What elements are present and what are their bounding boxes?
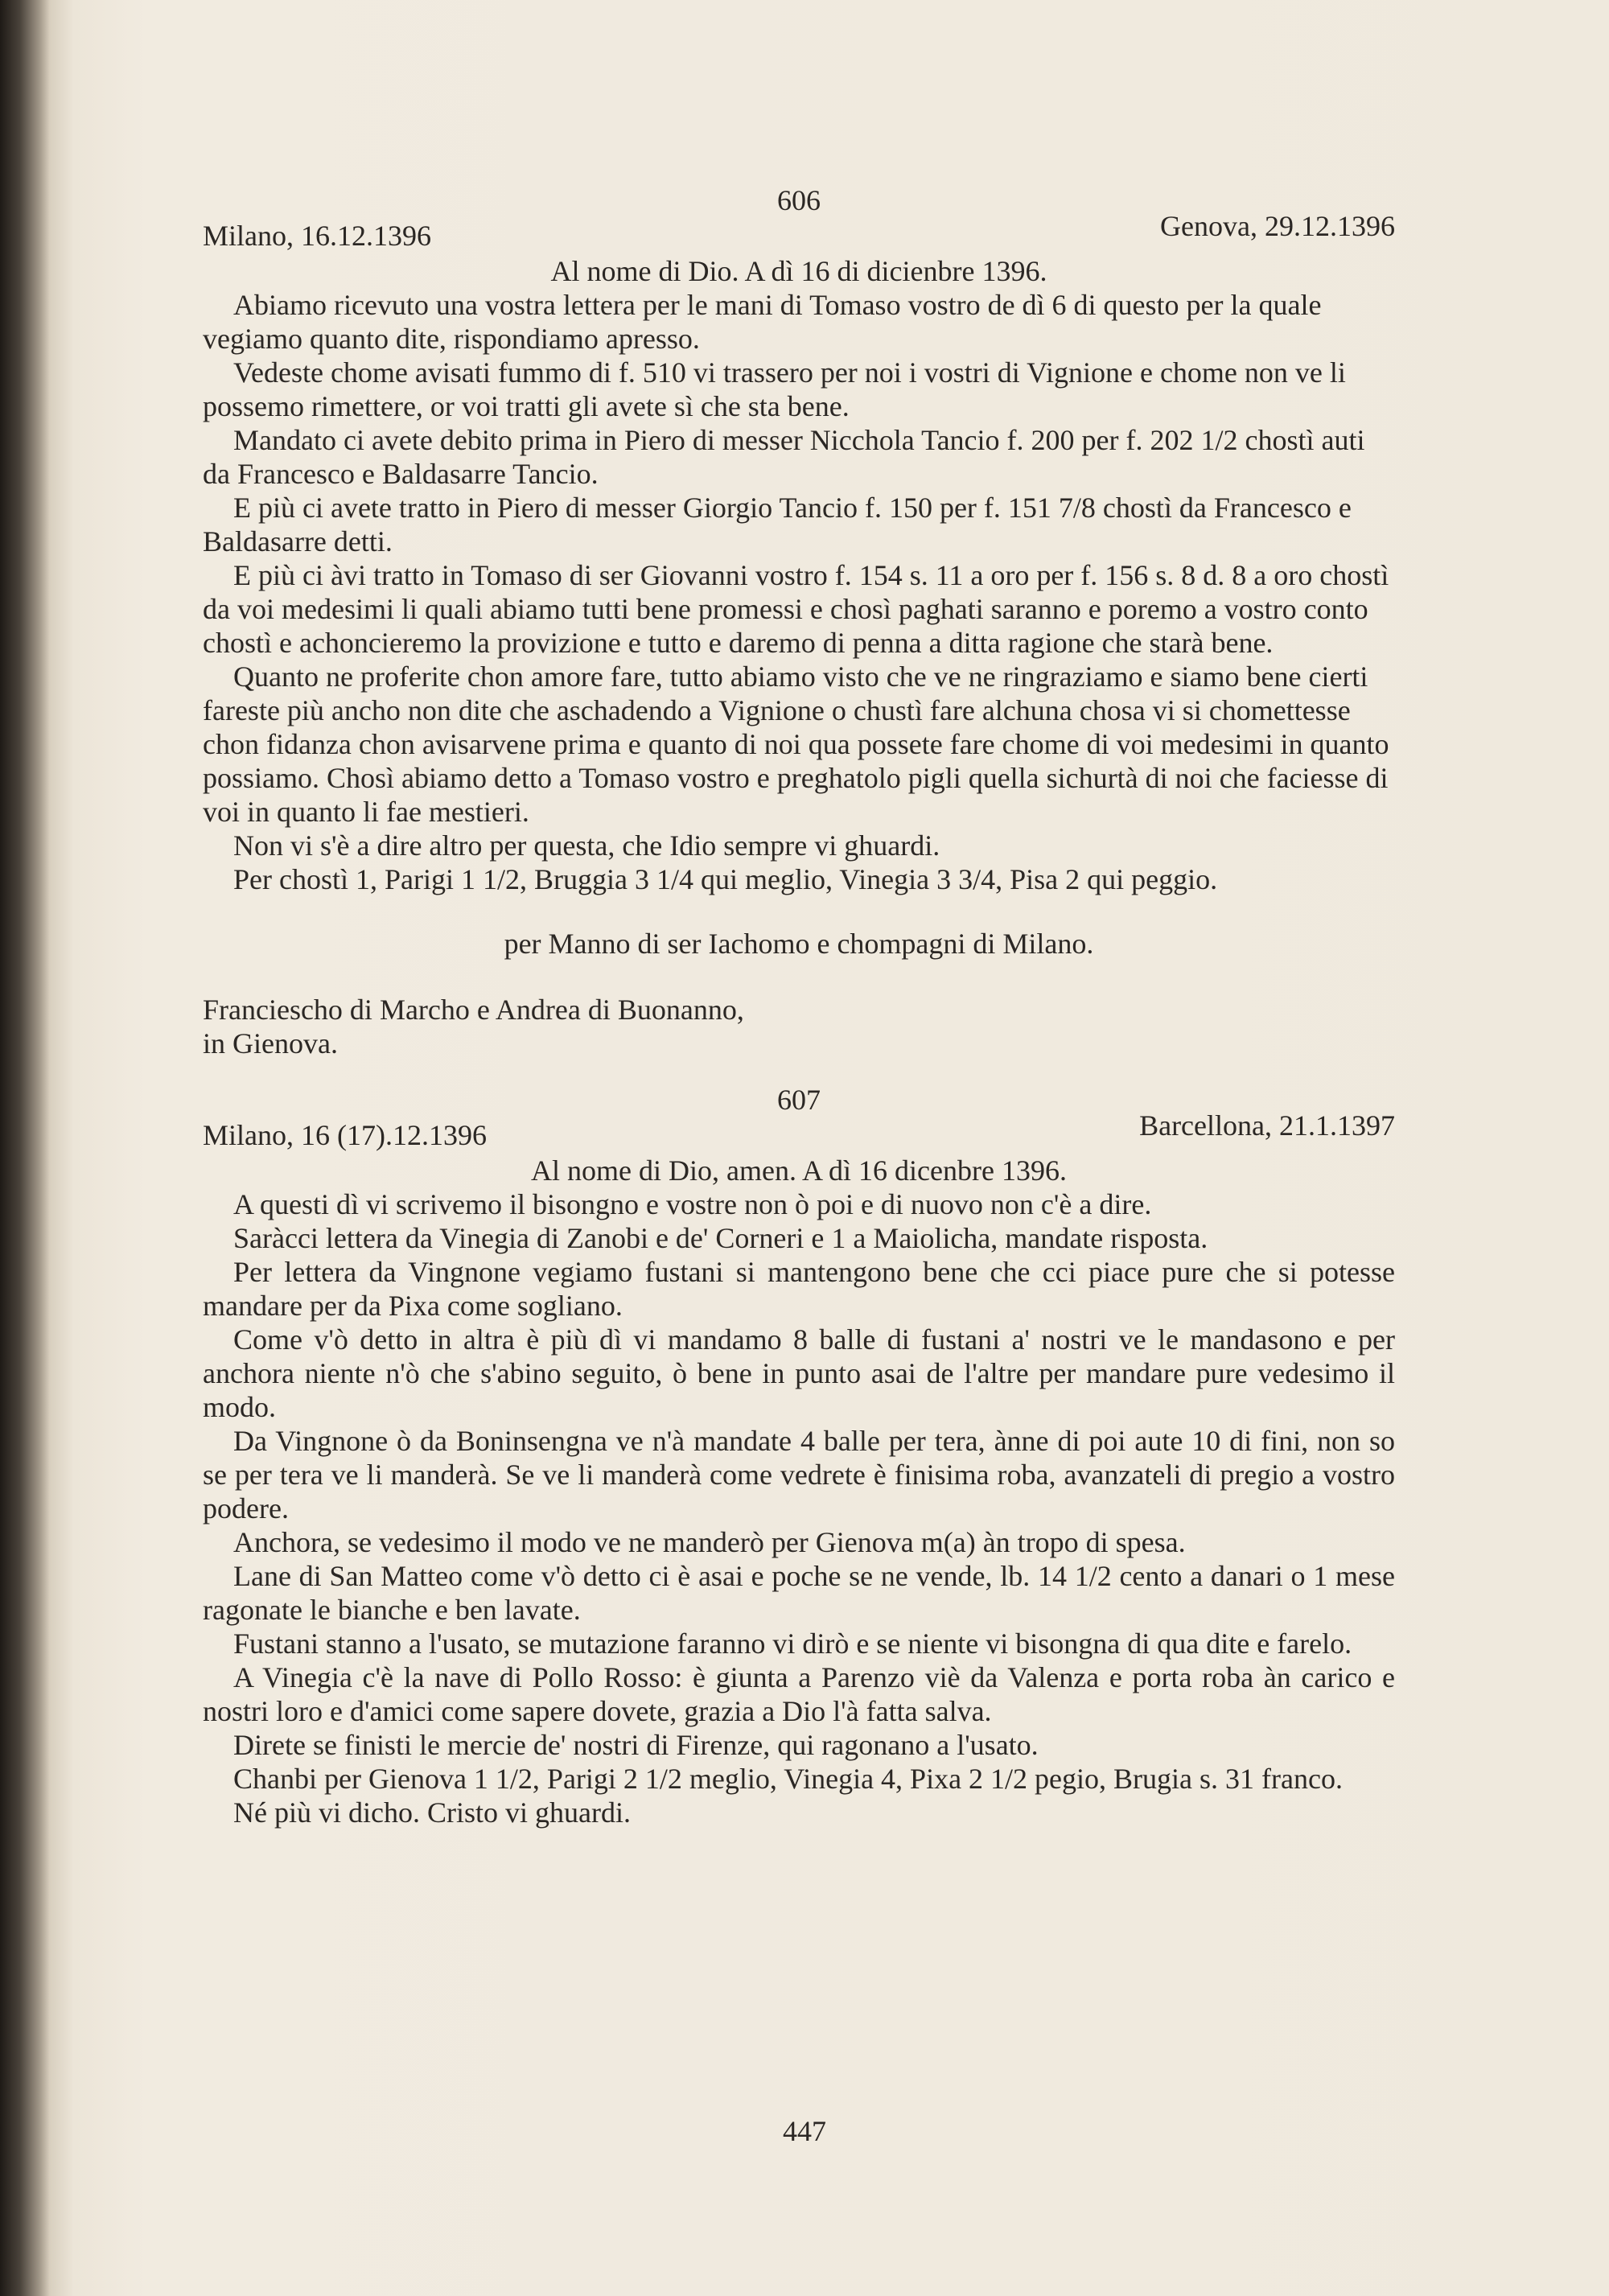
paragraph: A Vinegia c'è la nave di Pollo Rosso: è giunta a Parenzo viè da Valenza e porta roba àn carico e nostri loro e d'amici come sapere dovete, grazia a Dio l'à fatta salva. — [203, 1661, 1395, 1727]
letter-607 — [203, 1083, 1395, 1829]
page-number: 447 — [783, 2115, 826, 2147]
letter-destination-date: Genova, 29.12.1396 — [1160, 210, 1395, 242]
book-page — [50, 0, 1609, 2296]
paragraph: Come v'ò detto in altra è più dì vi mandamo 8 balle di fustani a' nostri ve le mandasono e per anchora niente n'ò che s'abino seguito, ò bene in punto asai de l'altre per mandare pure vedesimo il modo. — [203, 1323, 1395, 1423]
letter-signoff: per Manno di ser Iachomo e chompagni di Milano. — [504, 928, 1094, 960]
paragraph: E più ci avete tratto in Piero di messer Giorgio Tancio f. 150 per f. 151 7/8 chostì da Francesco e Baldasarre detti. — [203, 492, 1352, 558]
letter-606 — [203, 183, 1395, 1060]
paragraph: Vedeste chome avisati fummo di f. 510 vi trassero per noi i vostri di Vignione e chome non ve li possemo rimettere, or voi tratti gli avete sì che sta bene. — [203, 356, 1346, 422]
letter-heading — [203, 1083, 1395, 1151]
paragraph: Per lettera da Vingnone vegiamo fustani si mantengono bene che cci piace pure che si potesse mandare per da Pixa come sogliano. — [203, 1256, 1395, 1322]
address-line: Franciescho di Marcho e Andrea di Buonanno, — [203, 994, 744, 1026]
book-gutter — [0, 0, 50, 2296]
paragraph: Abiamo ricevuto una vostra lettera per le mani di Tomaso vostro de dì 6 di questo per la quale vegiamo quanto dite, rispondiamo apresso. — [203, 289, 1322, 355]
page-text-block — [203, 183, 1395, 1829]
letter-number: 607 — [777, 1084, 821, 1116]
letter-origin-date: Milano, 16.12.1396 — [203, 220, 431, 252]
paragraph: Non vi s'è a dire altro per questa, che Idio sempre vi ghuardi. — [233, 829, 940, 862]
paragraph: Né più vi dicho. Cristo vi ghuardi. — [233, 1796, 631, 1829]
paragraph: Da Vingnone ò da Boninsengna ve n'à mandate 4 balle per tera, ànne di poi aute 10 di fini, non so se per tera ve li manderà. Se ve li manderà come vedrete è finisima roba, avanzateli di pregio a vostro podere. — [203, 1425, 1395, 1524]
letter-salutation: Al nome di Dio. A dì 16 di dicienbre 1396. — [550, 255, 1047, 287]
letter-heading — [203, 183, 1395, 252]
paragraph: Lane di San Matteo come v'ò detto ci è asai e poche se ne vende, lb. 14 1/2 cento a danari o 1 mese ragonate le bianche e ben lavate. — [203, 1560, 1395, 1626]
paragraph: Mandato ci avete debito prima in Piero di messer Nicchola Tancio f. 200 per f. 202 1/2 chostì auti da Francesco e Baldasarre Tancio. — [203, 424, 1365, 490]
letter-destination-date: Barcellona, 21.1.1397 — [1139, 1109, 1395, 1142]
paragraph: Saràcci lettera da Vinegia di Zanobi e de' Corneri e 1 a Maiolicha, mandate risposta. — [233, 1222, 1208, 1254]
paragraph: Chanbi per Gienova 1 1/2, Parigi 2 1/2 meglio, Vinegia 4, Pixa 2 1/2 pegio, Brugia s. 31 franco. — [233, 1763, 1343, 1795]
paragraph: Direte se finisti le mercie de' nostri di Firenze, qui ragonano a l'usato. — [233, 1729, 1039, 1761]
letter-address — [203, 993, 1395, 1060]
paragraph: E più ci àvi tratto in Tomaso di ser Giovanni vostro f. 154 s. 11 a oro per f. 156 s. 8 d. 8 a oro chostì da voi medesimi li quali abiamo tutti bene promessi e chosì paghati saranno e poremo a vostro conto chostì e achoncieremo la provizione e tutto e daremo di penna a ditta ragione che starà bene. — [203, 559, 1389, 659]
paragraph: Fustani stanno a l'usato, se mutazione faranno vi dirò e se niente vi bisongna di qua dite e farelo. — [233, 1627, 1352, 1660]
address-line: in Gienova. — [203, 1027, 338, 1060]
letter-origin-date: Milano, 16 (17).12.1396 — [203, 1119, 487, 1151]
letter-salutation: Al nome di Dio, amen. A dì 16 dicenbre 1396. — [531, 1154, 1067, 1187]
paragraph: Quanto ne proferite chon amore fare, tutto abiamo visto che ve ne ringraziamo e siamo bene cierti fareste più ancho non dite che aschadendo a Vignione o chustì fare alchuna chosa vi si chomettesse chon fidanza chon avisarvene prima e quanto di noi qua possete fare chome di voi medesimi in quanto possiamo. Chosì abiamo detto a Tomaso vostro e preghatolo pigli quella sichurtà di noi che faciesse di voi in quanto li fae mestieri. — [203, 660, 1389, 828]
paragraph: A questi dì vi scrivemo il bisongno e vostre non ò poi e di nuovo non c'è a dire. — [233, 1188, 1152, 1220]
paragraph: Per chostì 1, Parigi 1 1/2, Bruggia 3 1/4 qui meglio, Vinegia 3 3/4, Pisa 2 qui peggio. — [233, 863, 1218, 895]
letter-number: 606 — [777, 184, 821, 216]
paragraph: Anchora, se vedesimo il modo ve ne manderò per Gienova m(a) àn tropo di spesa. — [233, 1526, 1186, 1558]
